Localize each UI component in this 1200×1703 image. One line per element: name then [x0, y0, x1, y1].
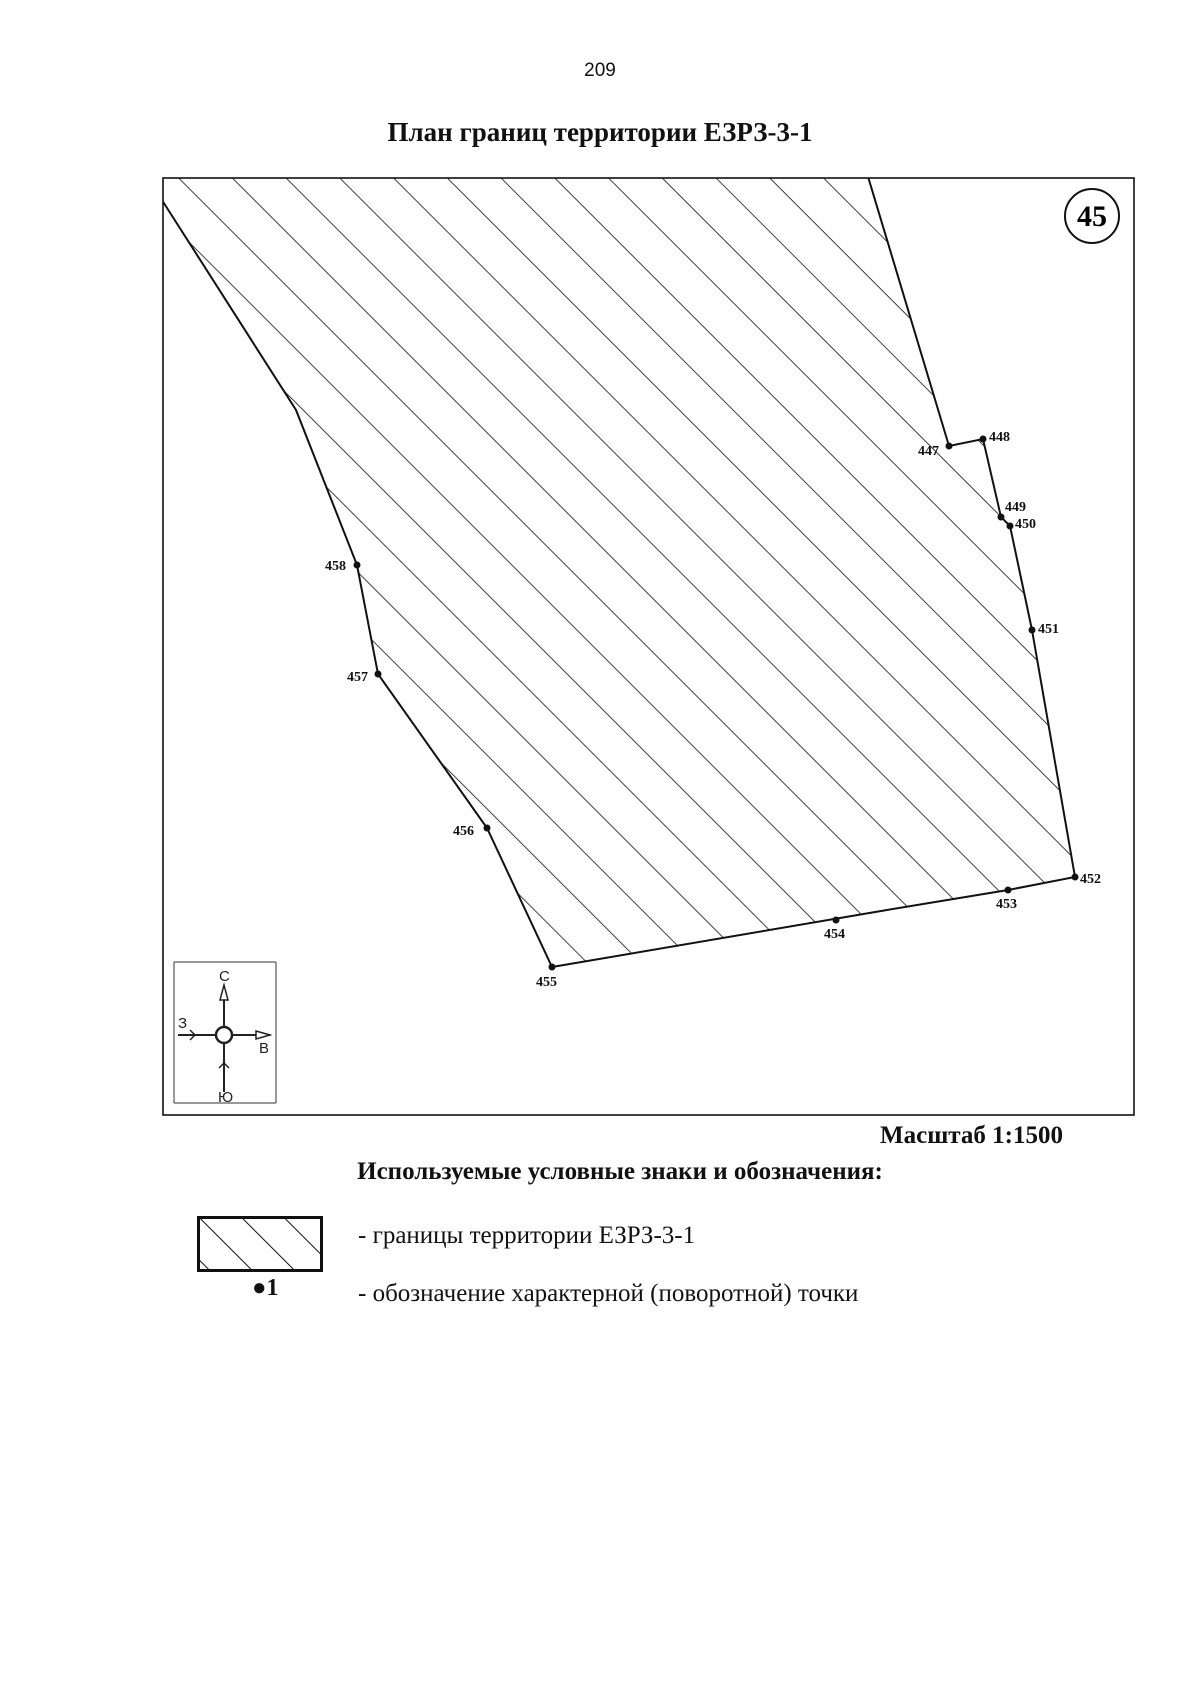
point-marker [1007, 523, 1014, 530]
legend-title: Используемые условные знаки и обозначения: [357, 1158, 883, 1185]
compass-rose [174, 962, 276, 1106]
point-label-454: 454 [824, 927, 845, 942]
point-marker [946, 443, 953, 450]
compass-north-label: С [219, 968, 230, 985]
compass-south-label: Ю [218, 1089, 234, 1106]
territory-polygon [130, 150, 1075, 967]
legend-point-sample: ●1 [252, 1275, 279, 1301]
point-label-455: 455 [536, 975, 557, 990]
point-marker [549, 964, 556, 971]
legend-hatch-swatch [197, 1216, 323, 1272]
point-marker [1005, 887, 1012, 894]
point-label-453: 453 [996, 897, 1017, 912]
sheet-number: 45 [1077, 200, 1107, 233]
point-marker [998, 514, 1005, 521]
point-label-448: 448 [989, 430, 1010, 445]
point-label-452: 452 [1080, 872, 1101, 887]
point-marker [1029, 627, 1036, 634]
point-label-457: 457 [347, 670, 368, 685]
point-label-451: 451 [1038, 622, 1059, 637]
compass-east-label: В [259, 1040, 270, 1057]
point-marker [375, 671, 382, 678]
point-marker [833, 917, 840, 924]
sheet-number-badge [1065, 189, 1119, 243]
point-label-447: 447 [918, 444, 939, 459]
compass-west-label: З [178, 1015, 188, 1032]
legend-item-boundary: - границы территории ЕЗРЗ-3-1 [358, 1222, 696, 1249]
point-marker [1072, 874, 1079, 881]
point-marker [354, 562, 361, 569]
point-marker [980, 436, 987, 443]
map-scale: Масштаб 1:1500 [880, 1122, 1063, 1149]
point-label-450: 450 [1015, 517, 1036, 532]
point-label-458: 458 [325, 559, 346, 574]
point-marker [484, 825, 491, 832]
point-label-449: 449 [1005, 500, 1026, 515]
legend-item-point: - обозначение характерной (поворотной) точки [358, 1280, 859, 1307]
page-title: План границ территории ЕЗРЗ-3-1 [387, 117, 813, 147]
point-label-456: 456 [453, 824, 474, 839]
page-number: 209 [584, 60, 616, 81]
